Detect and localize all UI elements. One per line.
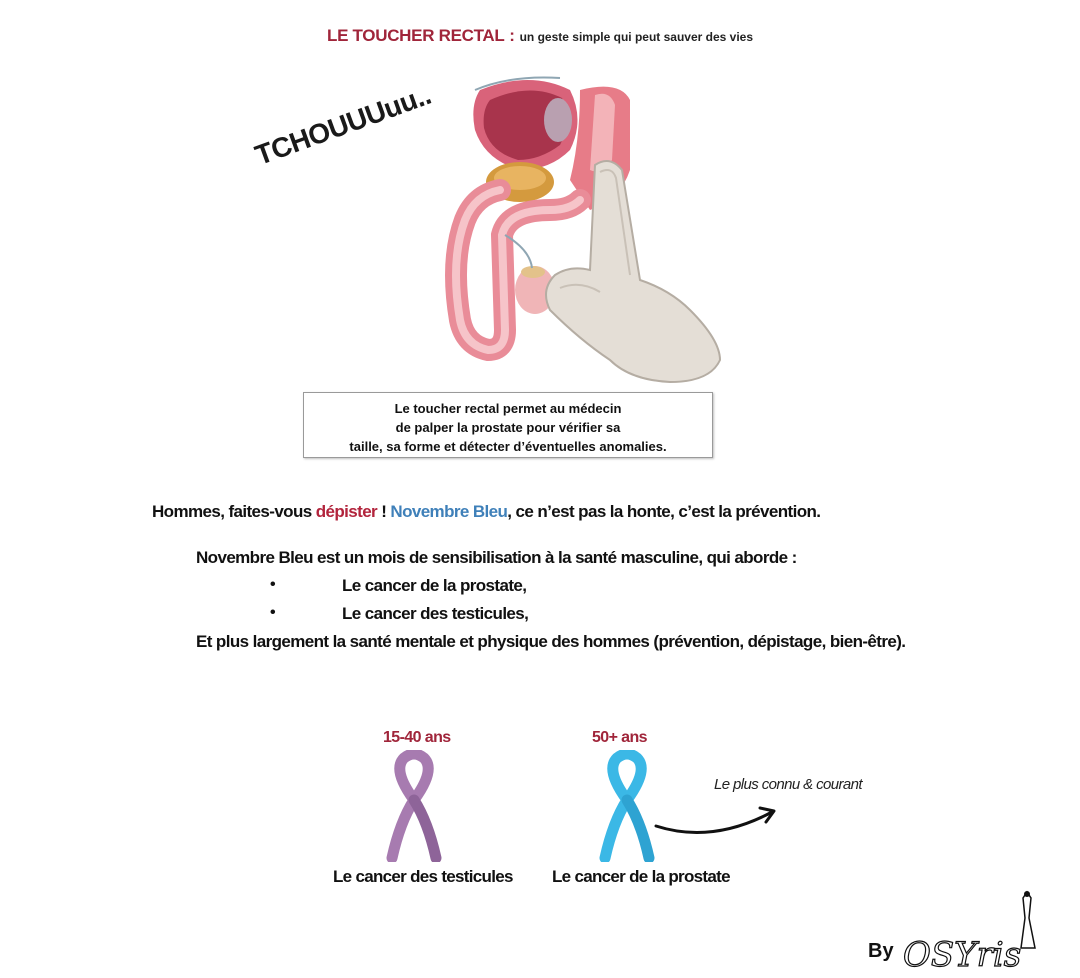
info-intro: Novembre Bleu est un mois de sensibilisation à la santé masculine, qui aborde : — [196, 548, 797, 567]
ribbon-label-prostate: Le cancer de la prostate — [552, 867, 730, 886]
message-text: , ce n’est pas la honte, c’est la prévention. — [507, 502, 821, 521]
bullet-dot: • — [270, 604, 276, 621]
message-highlight-blue: Novembre Bleu — [390, 502, 508, 521]
svg-text:OSYris: OSYris — [903, 935, 1022, 975]
message-text: ! — [377, 502, 391, 521]
bullet-item: Le cancer de la prostate, — [342, 576, 527, 595]
signature-by: By — [868, 940, 894, 962]
signature-logo — [895, 888, 1045, 978]
bullet-item: Le cancer des testicules, — [342, 604, 529, 623]
title-main: LE TOUCHER RECTAL — [326, 26, 505, 45]
page-title — [0, 26, 1080, 46]
arrow-icon — [652, 800, 782, 840]
message-highlight-red: dépister — [315, 502, 378, 521]
message-text: Hommes, faites-vous — [152, 502, 316, 521]
exclamation-text: TCHOUUUuu.. — [251, 78, 435, 172]
screening-message — [152, 502, 820, 522]
caption-line: taille, sa forme et détecter d’éventuelles anomalies. — [349, 439, 667, 454]
purple-ribbon-icon — [382, 750, 446, 862]
caption-line: de palper la prostate pour vérifier sa — [395, 420, 621, 435]
age-label-testicular: 15-40 ans — [383, 729, 451, 746]
illustration-caption — [303, 392, 713, 458]
caption-line: Le toucher rectal permet au médecin — [394, 401, 622, 416]
age-label-prostate: 50+ ans — [592, 729, 647, 746]
anatomy-illustration — [250, 60, 760, 390]
info-closing: Et plus largement la santé mentale et physique des hommes (prévention, dépistage, bien-être). — [196, 632, 906, 651]
ribbon-label-testicular: Le cancer des testicules — [333, 867, 513, 886]
blue-ribbon-icon — [595, 750, 659, 862]
title-colon: : — [504, 26, 520, 45]
annotation-text: Le plus connu & courant — [714, 776, 862, 793]
title-subtitle: un geste simple qui peut sauver des vies — [519, 30, 754, 44]
bullet-dot: • — [270, 576, 276, 593]
